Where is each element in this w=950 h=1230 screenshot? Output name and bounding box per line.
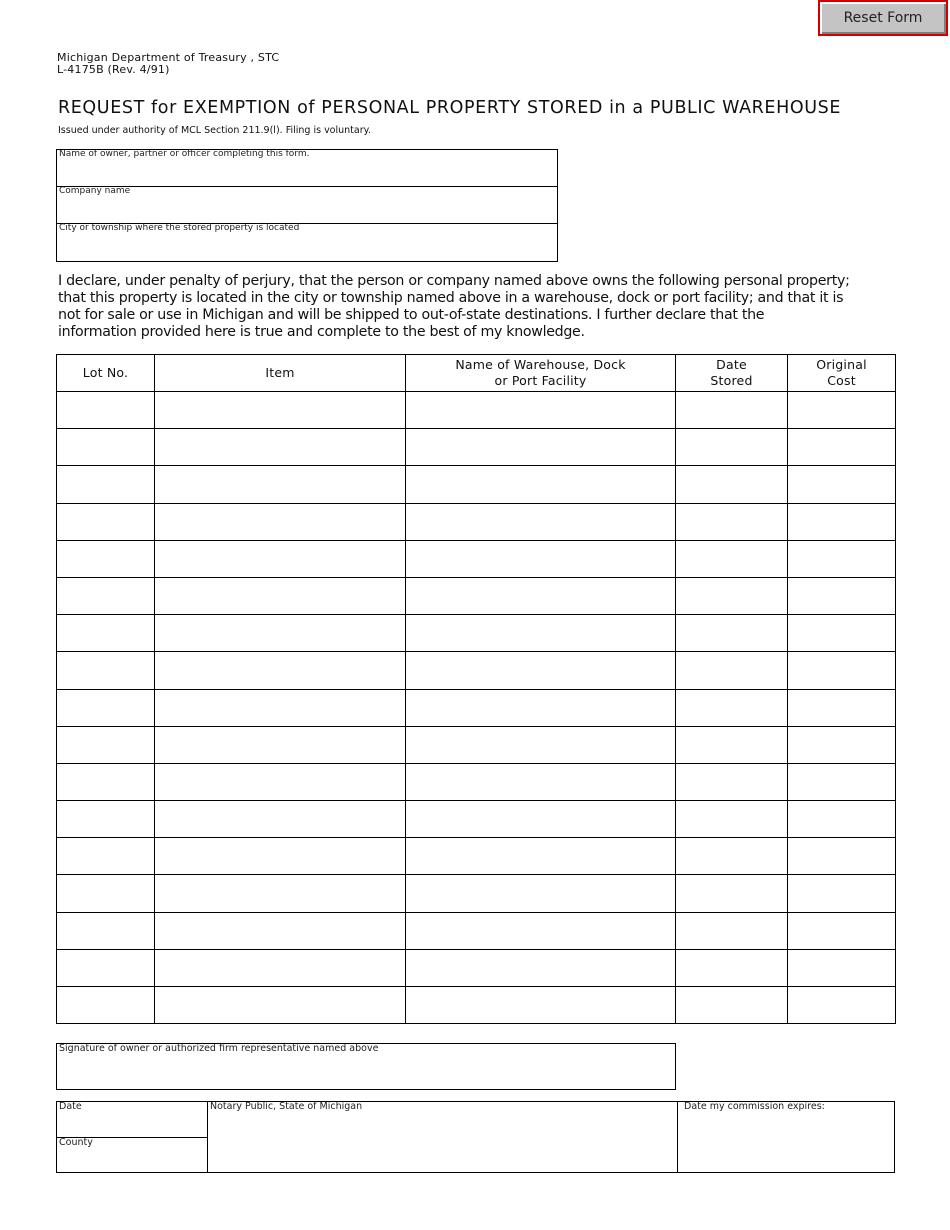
- date-stored-input[interactable]: [676, 727, 787, 763]
- cell-warehouse: [406, 912, 676, 949]
- signature-label: Signature of owner or authorized firm representative named above: [59, 1043, 379, 1054]
- cell-item: [155, 503, 406, 540]
- col-header-warehouse: Name of Warehouse, Dock or Port Facility: [406, 355, 676, 392]
- cell-item: [155, 577, 406, 614]
- cell-item: [155, 392, 406, 429]
- cell-warehouse: [406, 466, 676, 503]
- warehouse-input[interactable]: [406, 987, 675, 1023]
- cell-warehouse: [406, 987, 676, 1024]
- original-cost-input[interactable]: [788, 913, 895, 949]
- cell-item: [155, 763, 406, 800]
- cell-warehouse: [406, 615, 676, 652]
- lot-no-input[interactable]: [57, 801, 154, 837]
- warehouse-input[interactable]: [406, 801, 675, 837]
- date-stored-input[interactable]: [676, 652, 787, 688]
- lot-no-input[interactable]: [57, 690, 154, 726]
- col-header-lot-no: Lot No.: [57, 355, 155, 392]
- cell-date-stored: [676, 838, 788, 875]
- table-row: [57, 429, 896, 466]
- item-input[interactable]: [155, 690, 405, 726]
- item-input[interactable]: [155, 466, 405, 502]
- table-row: [57, 577, 896, 614]
- lot-no-input[interactable]: [57, 578, 154, 614]
- col-header-date-stored: Date Stored: [676, 355, 788, 392]
- reset-form-button[interactable]: Reset Form: [818, 0, 948, 36]
- declaration-line: information provided here is true and complete to the best of my knowledge.: [58, 324, 585, 340]
- cell-date-stored: [676, 949, 788, 986]
- original-cost-input[interactable]: [788, 950, 895, 986]
- table-row: [57, 503, 896, 540]
- date-stored-input[interactable]: [676, 504, 787, 540]
- date-stored-input[interactable]: [676, 913, 787, 949]
- cell-lot-no: [57, 652, 155, 689]
- lot-no-input[interactable]: [57, 504, 154, 540]
- cell-warehouse: [406, 875, 676, 912]
- cell-lot-no: [57, 949, 155, 986]
- table-row: [57, 875, 896, 912]
- lot-no-input[interactable]: [57, 652, 154, 688]
- table-row: [57, 392, 896, 429]
- date-stored-input[interactable]: [676, 801, 787, 837]
- original-cost-input[interactable]: [788, 615, 895, 651]
- cell-warehouse: [406, 838, 676, 875]
- table-row: [57, 987, 896, 1024]
- cell-lot-no: [57, 987, 155, 1024]
- cell-item: [155, 838, 406, 875]
- cell-original-cost: [788, 652, 896, 689]
- lot-no-input[interactable]: [57, 987, 154, 1023]
- warehouse-input[interactable]: [406, 392, 675, 428]
- cell-date-stored: [676, 392, 788, 429]
- cell-date-stored: [676, 912, 788, 949]
- lot-no-input[interactable]: [57, 615, 154, 651]
- cell-warehouse: [406, 652, 676, 689]
- date-stored-input[interactable]: [676, 690, 787, 726]
- owner-name-label: Name of owner, partner or officer completing this form.: [59, 149, 310, 159]
- signature-input[interactable]: [60, 1068, 670, 1086]
- notary-public-label: Notary Public, State of Michigan: [210, 1101, 363, 1112]
- lot-no-input[interactable]: [57, 466, 154, 502]
- original-cost-input[interactable]: [788, 764, 895, 800]
- item-input[interactable]: [155, 727, 405, 763]
- cell-original-cost: [788, 577, 896, 614]
- lot-no-input[interactable]: [57, 429, 154, 465]
- cell-original-cost: [788, 912, 896, 949]
- commission-expires-label: Date my commission expires:: [684, 1101, 825, 1112]
- cell-warehouse: [406, 689, 676, 726]
- item-input[interactable]: [155, 913, 405, 949]
- cell-date-stored: [676, 466, 788, 503]
- cell-lot-no: [57, 838, 155, 875]
- signature-box: [56, 1043, 676, 1090]
- original-cost-input[interactable]: [788, 838, 895, 874]
- lot-no-input[interactable]: [57, 764, 154, 800]
- cell-original-cost: [788, 763, 896, 800]
- cell-date-stored: [676, 615, 788, 652]
- cell-original-cost: [788, 615, 896, 652]
- city-township-input[interactable]: [59, 237, 553, 259]
- col-header-item: Item: [155, 355, 406, 392]
- item-input[interactable]: [155, 578, 405, 614]
- declaration-line: that this property is located in the city or township named above in a warehouse, dock or port facility; and that it is: [58, 290, 844, 306]
- lot-no-input[interactable]: [57, 950, 154, 986]
- notary-box: [56, 1101, 895, 1173]
- item-input[interactable]: [155, 875, 405, 911]
- cell-item: [155, 987, 406, 1024]
- notary-public-cell: [208, 1102, 678, 1172]
- original-cost-input[interactable]: [788, 727, 895, 763]
- cell-warehouse: [406, 540, 676, 577]
- original-cost-input[interactable]: [788, 987, 895, 1023]
- warehouse-input[interactable]: [406, 541, 675, 577]
- commission-expires-input[interactable]: [681, 1151, 887, 1169]
- table-row: [57, 912, 896, 949]
- item-input[interactable]: [155, 615, 405, 651]
- cell-original-cost: [788, 875, 896, 912]
- table-row: [57, 726, 896, 763]
- cell-date-stored: [676, 875, 788, 912]
- lot-no-input[interactable]: [57, 875, 154, 911]
- cell-date-stored: [676, 652, 788, 689]
- warehouse-input[interactable]: [406, 690, 675, 726]
- cell-warehouse: [406, 949, 676, 986]
- city-township-label: City or township where the stored property is located: [59, 223, 300, 233]
- item-input[interactable]: [155, 429, 405, 465]
- item-input[interactable]: [155, 950, 405, 986]
- table-row: [57, 838, 896, 875]
- item-input[interactable]: [155, 801, 405, 837]
- date-stored-input[interactable]: [676, 429, 787, 465]
- original-cost-input[interactable]: [788, 429, 895, 465]
- table-row: [57, 801, 896, 838]
- cell-date-stored: [676, 577, 788, 614]
- item-input[interactable]: [155, 987, 405, 1023]
- cell-original-cost: [788, 466, 896, 503]
- date-stored-input[interactable]: [676, 392, 787, 428]
- warehouse-input[interactable]: [406, 504, 675, 540]
- cell-original-cost: [788, 392, 896, 429]
- form-number: L-4175B (Rev. 4/91): [57, 63, 170, 76]
- cell-warehouse: [406, 801, 676, 838]
- date-stored-input[interactable]: [676, 615, 787, 651]
- cell-lot-no: [57, 540, 155, 577]
- date-stored-input[interactable]: [676, 950, 787, 986]
- date-stored-input[interactable]: [676, 764, 787, 800]
- lot-no-input[interactable]: [57, 727, 154, 763]
- company-name-input[interactable]: [59, 199, 553, 221]
- cell-item: [155, 801, 406, 838]
- cell-item: [155, 615, 406, 652]
- cell-lot-no: [57, 503, 155, 540]
- lot-no-input[interactable]: [57, 838, 154, 874]
- city-township-row: [57, 224, 557, 261]
- cell-item: [155, 912, 406, 949]
- cell-date-stored: [676, 689, 788, 726]
- cell-item: [155, 652, 406, 689]
- warehouse-input[interactable]: [406, 466, 675, 502]
- cell-item: [155, 429, 406, 466]
- cell-item: [155, 875, 406, 912]
- item-input[interactable]: [155, 764, 405, 800]
- agency-name: Michigan Department of Treasury , STC: [57, 51, 280, 64]
- original-cost-input[interactable]: [788, 690, 895, 726]
- warehouse-input[interactable]: [406, 950, 675, 986]
- warehouse-input[interactable]: [406, 838, 675, 874]
- original-cost-input[interactable]: [788, 392, 895, 428]
- original-cost-input[interactable]: [788, 875, 895, 911]
- item-input[interactable]: [155, 541, 405, 577]
- original-cost-input[interactable]: [788, 541, 895, 577]
- table-row: [57, 763, 896, 800]
- cell-lot-no: [57, 801, 155, 838]
- original-cost-input[interactable]: [788, 578, 895, 614]
- cell-lot-no: [57, 392, 155, 429]
- date-stored-input[interactable]: [676, 466, 787, 502]
- cell-lot-no: [57, 615, 155, 652]
- company-name-label: Company name: [59, 186, 131, 196]
- cell-original-cost: [788, 689, 896, 726]
- original-cost-input[interactable]: [788, 652, 895, 688]
- lot-no-input[interactable]: [57, 913, 154, 949]
- cell-lot-no: [57, 763, 155, 800]
- cell-item: [155, 466, 406, 503]
- notary-public-input[interactable]: [211, 1151, 671, 1169]
- cell-lot-no: [57, 577, 155, 614]
- date-stored-input[interactable]: [676, 838, 787, 874]
- commission-expires-cell: [678, 1102, 894, 1172]
- table-row: [57, 689, 896, 726]
- cell-lot-no: [57, 466, 155, 503]
- notary-date-cell: [57, 1102, 208, 1138]
- cell-date-stored: [676, 503, 788, 540]
- item-input[interactable]: [155, 838, 405, 874]
- cell-item: [155, 540, 406, 577]
- declaration-line: I declare, under penalty of perjury, that the person or company named above owns the following personal property;: [58, 273, 850, 289]
- cell-date-stored: [676, 429, 788, 466]
- form-title: REQUEST for EXEMPTION of PERSONAL PROPERTY STORED in a PUBLIC WAREHOUSE: [58, 98, 841, 118]
- notary-county-label: County: [59, 1137, 93, 1148]
- notary-date-input[interactable]: [60, 1116, 202, 1134]
- warehouse-input[interactable]: [406, 727, 675, 763]
- cell-date-stored: [676, 801, 788, 838]
- date-stored-input[interactable]: [676, 578, 787, 614]
- cell-date-stored: [676, 726, 788, 763]
- owner-name-row: [57, 150, 557, 187]
- cell-date-stored: [676, 987, 788, 1024]
- cell-item: [155, 726, 406, 763]
- warehouse-input[interactable]: [406, 429, 675, 465]
- table-row: [57, 615, 896, 652]
- date-stored-input[interactable]: [676, 875, 787, 911]
- cell-warehouse: [406, 392, 676, 429]
- cell-original-cost: [788, 726, 896, 763]
- cell-warehouse: [406, 726, 676, 763]
- cell-date-stored: [676, 540, 788, 577]
- declaration-text: [58, 273, 878, 341]
- table-row: [57, 652, 896, 689]
- item-input[interactable]: [155, 392, 405, 428]
- cell-date-stored: [676, 763, 788, 800]
- lot-no-input[interactable]: [57, 392, 154, 428]
- item-input[interactable]: [155, 652, 405, 688]
- lot-no-input[interactable]: [57, 541, 154, 577]
- table-header-row: [57, 355, 896, 392]
- warehouse-input[interactable]: [406, 578, 675, 614]
- cell-warehouse: [406, 763, 676, 800]
- cell-lot-no: [57, 875, 155, 912]
- authority-note: Issued under authority of MCL Section 211.9(l). Filing is voluntary.: [58, 125, 371, 136]
- cell-lot-no: [57, 429, 155, 466]
- notary-county-input[interactable]: [60, 1151, 202, 1169]
- item-input[interactable]: [155, 504, 405, 540]
- warehouse-input[interactable]: [406, 875, 675, 911]
- original-cost-input[interactable]: [788, 504, 895, 540]
- cell-original-cost: [788, 801, 896, 838]
- owner-name-input[interactable]: [59, 162, 553, 184]
- cell-lot-no: [57, 912, 155, 949]
- cell-original-cost: [788, 987, 896, 1024]
- cell-original-cost: [788, 429, 896, 466]
- cell-original-cost: [788, 540, 896, 577]
- cell-warehouse: [406, 429, 676, 466]
- cell-warehouse: [406, 503, 676, 540]
- declaration-line: not for sale or use in Michigan and will be shipped to out-of-state destinations. I further declare that the: [58, 307, 765, 323]
- cell-original-cost: [788, 838, 896, 875]
- date-stored-input[interactable]: [676, 987, 787, 1023]
- cell-item: [155, 949, 406, 986]
- cell-item: [155, 689, 406, 726]
- owner-info-box: [56, 149, 558, 262]
- date-stored-input[interactable]: [676, 541, 787, 577]
- notary-date-label: Date: [59, 1101, 82, 1112]
- cell-lot-no: [57, 726, 155, 763]
- warehouse-input[interactable]: [406, 913, 675, 949]
- warehouse-input[interactable]: [406, 652, 675, 688]
- warehouse-input[interactable]: [406, 764, 675, 800]
- warehouse-input[interactable]: [406, 615, 675, 651]
- cell-warehouse: [406, 577, 676, 614]
- cell-lot-no: [57, 689, 155, 726]
- property-table: [56, 354, 896, 1024]
- cell-original-cost: [788, 949, 896, 986]
- table-row: [57, 949, 896, 986]
- original-cost-input[interactable]: [788, 801, 895, 837]
- cell-original-cost: [788, 503, 896, 540]
- col-header-original-cost: Original Cost: [788, 355, 896, 392]
- original-cost-input[interactable]: [788, 466, 895, 502]
- notary-county-cell: [57, 1138, 208, 1172]
- company-name-row: [57, 187, 557, 224]
- table-row: [57, 540, 896, 577]
- table-row: [57, 466, 896, 503]
